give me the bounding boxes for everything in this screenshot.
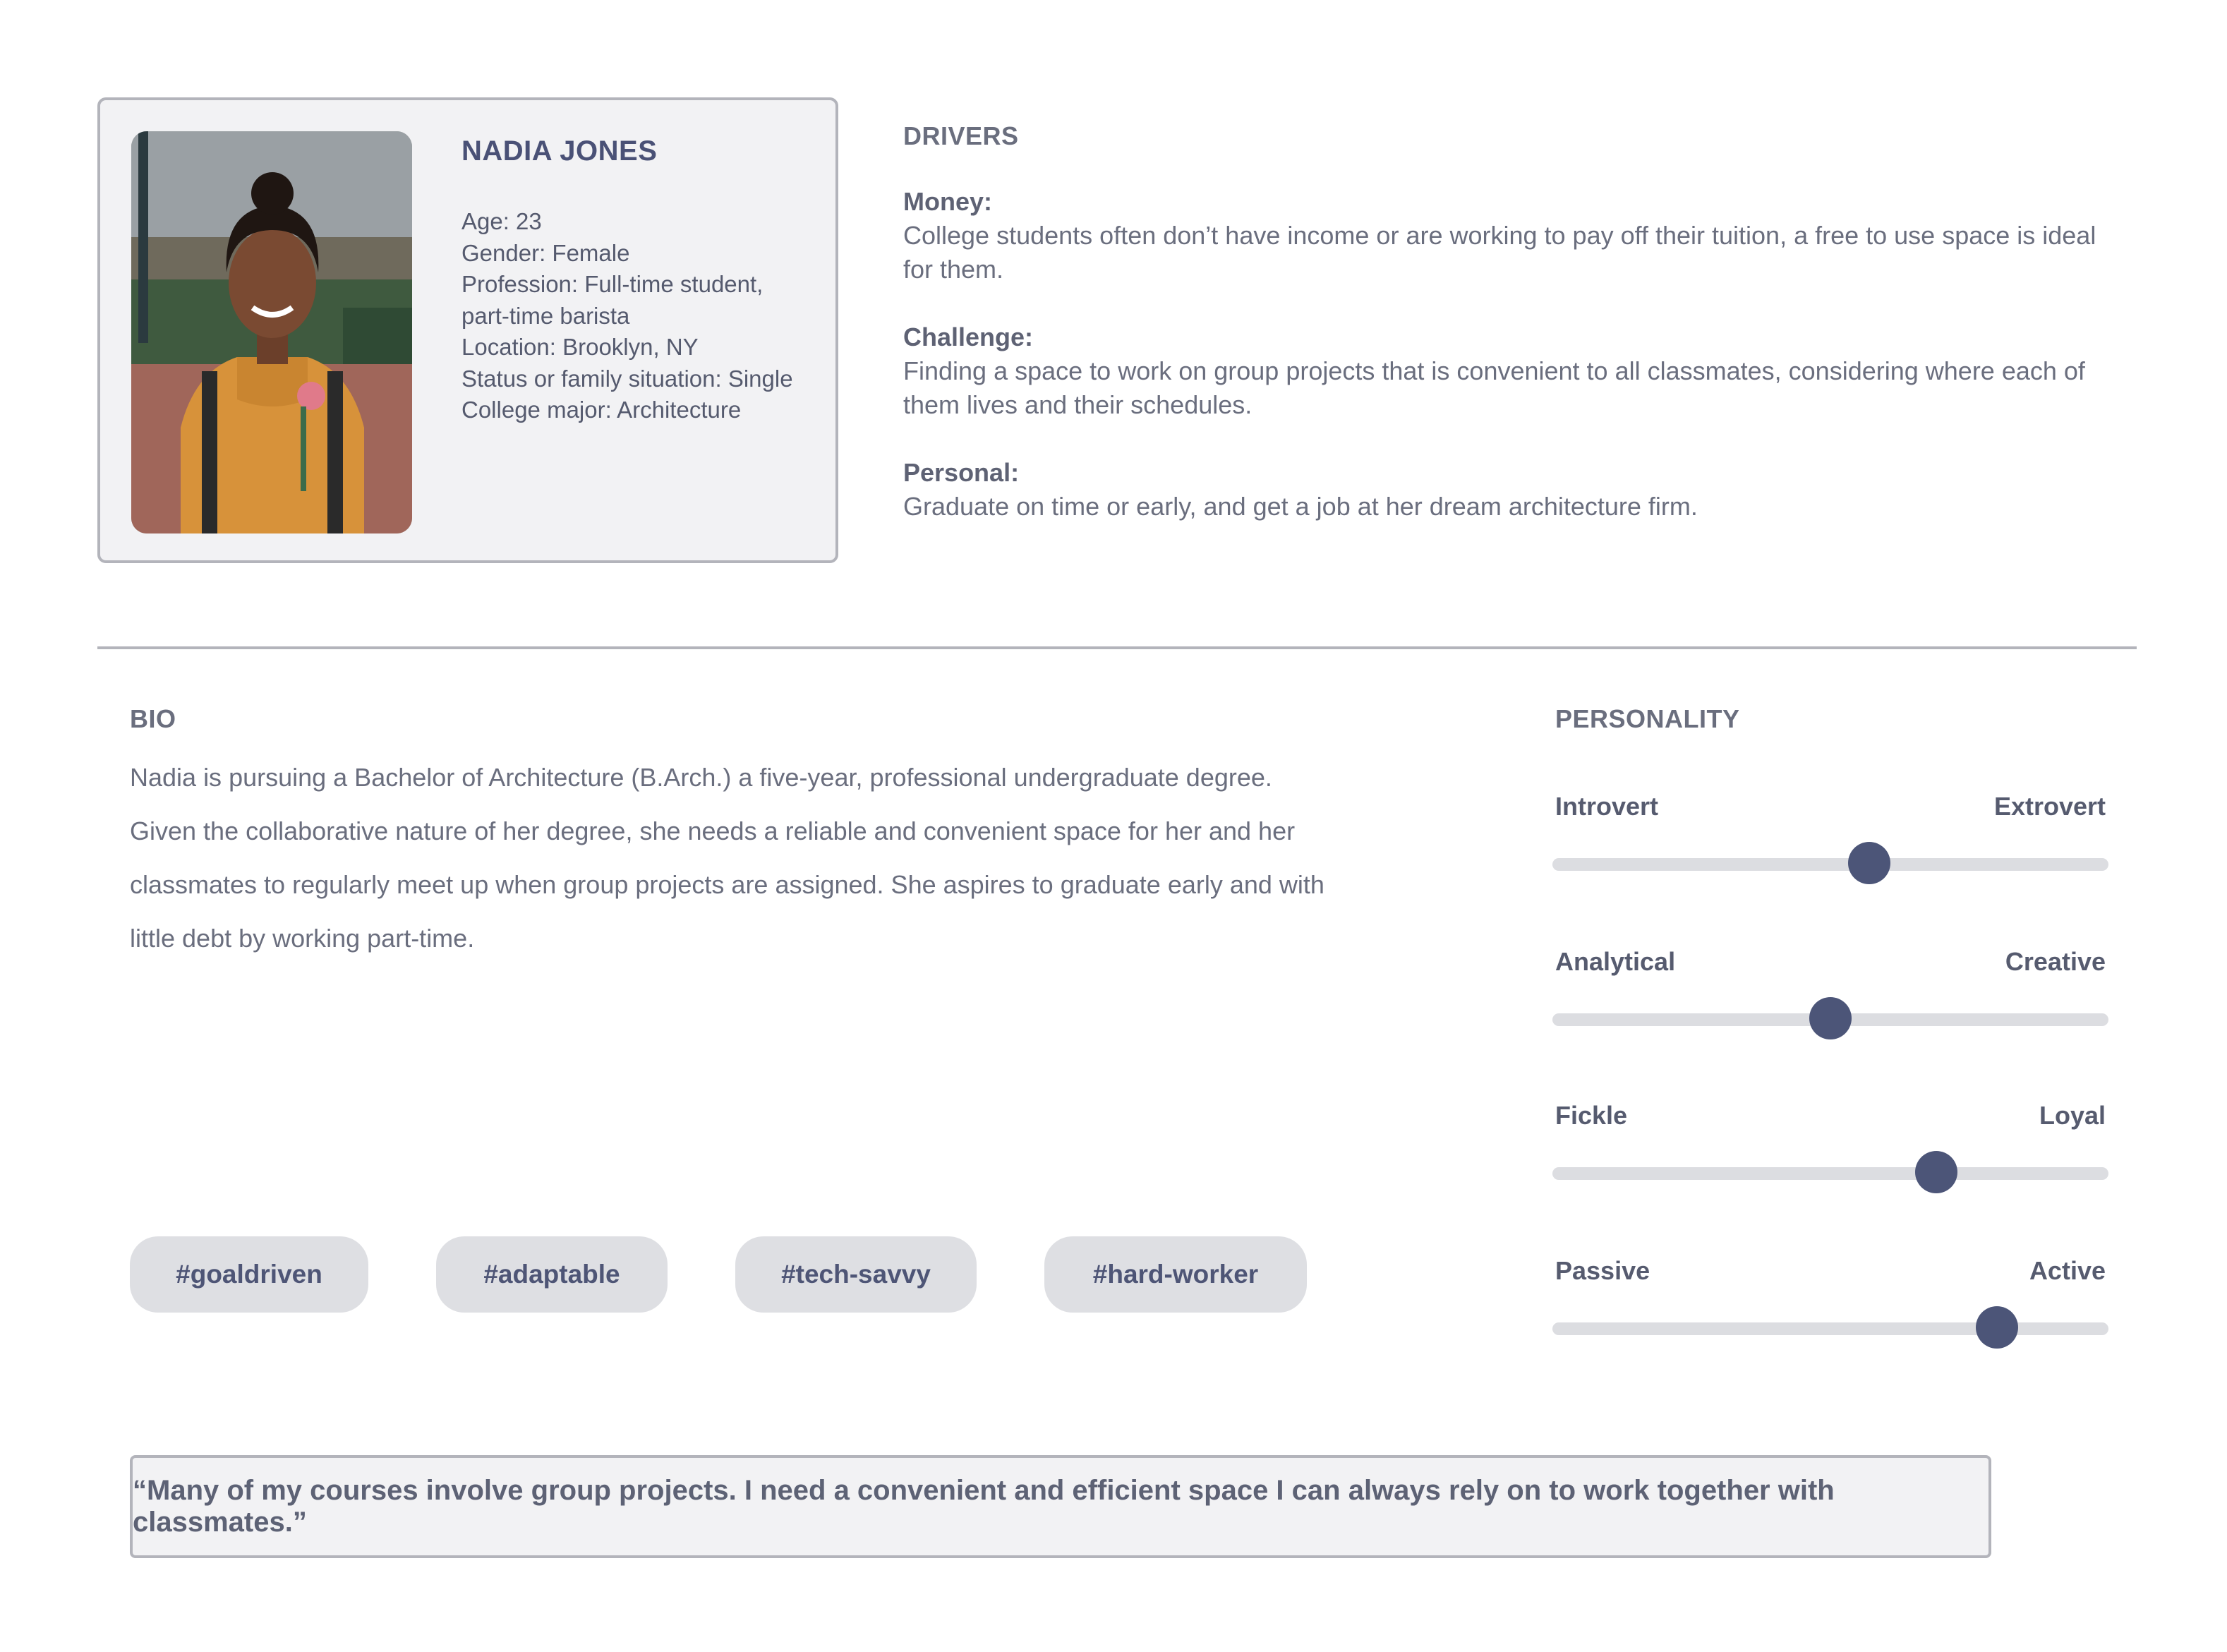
- driver-personal: [903, 456, 2117, 524]
- detail-gender: Gender: Female: [461, 239, 630, 266]
- driver-text: Finding a space to work on group projects that is convenient to all classmates, considering where each of them lives and their schedules.: [903, 356, 2085, 419]
- trait-slider-thumb[interactable]: [1915, 1151, 1957, 1193]
- trait-slider-track[interactable]: [1552, 1167, 2108, 1180]
- detail-location: Location: Brooklyn, NY: [461, 334, 699, 360]
- trait-left-label: Fickle: [1555, 1101, 1628, 1130]
- persona-quote: “Many of my courses involve group projects. I need a convenient and efficient space I can always rely on to work together with classmates.”: [133, 1475, 1835, 1538]
- tag-list: [130, 1236, 1344, 1313]
- section-divider: [97, 646, 2137, 649]
- driver-challenge: [903, 320, 2117, 422]
- persona-name: NADIA JONES: [461, 135, 658, 167]
- driver-label: Challenge:: [903, 322, 1034, 351]
- detail-profession-cont: part-time barista: [461, 302, 630, 329]
- drivers-heading: DRIVERS: [903, 121, 1019, 150]
- detail-age: Age: 23: [461, 208, 542, 234]
- tag-hard-worker: #hard-worker: [1044, 1236, 1307, 1313]
- bio-text: Nadia is pursuing a Bachelor of Architecture (B.Arch.) a five-year, professional undergraduate degree. Given the collaborative nature of her degree, she needs a reliable and convenient space for her and her classmates to regularly meet up when group projects are assigned. She aspires to graduate early and with little debt by working part-time.: [130, 763, 1324, 953]
- trait-right-label: Extrovert: [1993, 792, 2106, 821]
- trait-right-label: Creative: [2005, 947, 2106, 976]
- driver-label: Money:: [903, 187, 992, 216]
- trait-left-label: Passive: [1555, 1256, 1650, 1285]
- drivers-section: [903, 121, 2117, 524]
- tag-adaptable: #adaptable: [436, 1236, 668, 1313]
- profile-card: [97, 97, 838, 563]
- tag-goaldriven: #goaldriven: [130, 1236, 368, 1313]
- portrait-illustration: [131, 131, 412, 533]
- trait-slider-thumb[interactable]: [1809, 997, 1852, 1039]
- persona-details: [461, 206, 828, 426]
- trait-slider-track[interactable]: [1552, 858, 2108, 871]
- driver-label: Personal:: [903, 458, 1020, 487]
- trait-slider-thumb[interactable]: [1976, 1306, 2018, 1349]
- detail-major: College major: Architecture: [461, 397, 742, 423]
- trait-analytical-creative: [1555, 947, 2108, 1032]
- profile-photo: [131, 131, 412, 533]
- detail-status: Status or family situation: Single: [461, 365, 793, 392]
- bio-heading: BIO: [130, 704, 176, 733]
- trait-right-label: Active: [2029, 1256, 2106, 1285]
- trait-slider-thumb[interactable]: [1848, 842, 1890, 884]
- trait-fickle-loyal: [1555, 1101, 2108, 1186]
- detail-profession: Profession: Full-time student,: [461, 271, 764, 297]
- trait-slider-track[interactable]: [1552, 1322, 2108, 1335]
- driver-money: [903, 185, 2117, 287]
- bio-section: [130, 704, 1344, 965]
- trait-left-label: Analytical: [1555, 947, 1676, 976]
- driver-text: College students often don’t have income or are working to pay off their tuition, a free to use space is ideal for them.: [903, 221, 2096, 284]
- personality-heading: PERSONALITY: [1555, 704, 1740, 733]
- trait-left-label: Introvert: [1555, 792, 1659, 821]
- trait-right-label: Loyal: [2039, 1101, 2106, 1130]
- trait-passive-active: [1555, 1256, 2108, 1341]
- personality-section: [1555, 704, 2108, 1285]
- trait-introvert-extrovert: [1555, 792, 2108, 876]
- quote-box: [130, 1455, 1991, 1558]
- driver-text: Graduate on time or early, and get a job at her dream architecture firm.: [903, 492, 1698, 521]
- tag-tech-savvy: #tech-savvy: [735, 1236, 977, 1313]
- trait-slider-track[interactable]: [1552, 1013, 2108, 1026]
